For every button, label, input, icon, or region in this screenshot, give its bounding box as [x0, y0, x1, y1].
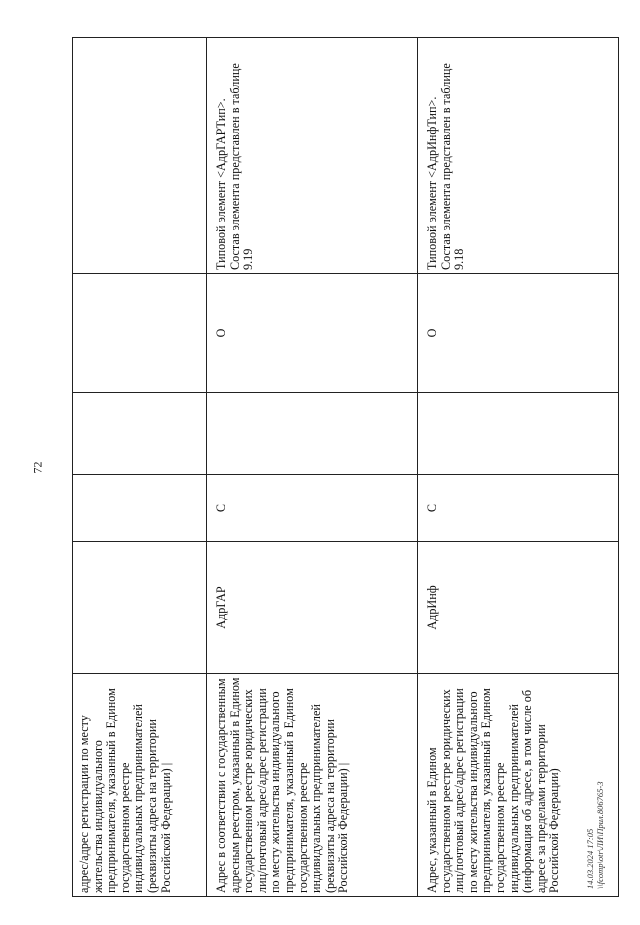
element-additional-cell: Типовой элемент <АдрГАРТип>. Состав элемента представлен в таблице 9.19: [207, 38, 418, 274]
element-required-cell: О: [418, 274, 619, 393]
element-format-cell: [73, 393, 207, 475]
file-stamp: [585, 782, 605, 889]
table-row: [73, 38, 207, 897]
element-required-cell: [73, 274, 207, 393]
element-additional-cell: Типовой элемент <АдрИнфТип>. Состав элемента представлен в таблице 9.18: [418, 38, 619, 274]
element-additional-cell: [73, 38, 207, 274]
element-code-cell: АдрИнф: [418, 542, 619, 674]
table-row: [418, 38, 619, 897]
element-required-cell: О: [207, 274, 418, 393]
element-name-cell: Адрес в соответствии с государственным адресным реестром, указанный в Едином государственном реестре юридических лиц/почтовый адрес/адрес регистрации по месту жительства индивидуального предпринимателя, указанный в Едином государственном реестре индивидуальных предпринимателей (реквизиты адреса на территории Российской Федерации) |: [207, 674, 418, 897]
element-type-cell: С: [418, 475, 619, 542]
page-number: 72: [30, 461, 45, 474]
stamp-path: \\fcomp\otr\ЛИ\Прил.806765-3: [595, 781, 605, 889]
element-code-cell: АдрГАР: [207, 542, 418, 674]
element-format-cell: [418, 393, 619, 475]
element-name-cell: Адрес, указанный в Едином государственном реестре юридических лиц/почтовый адрес/адрес регистрации по месту жительства индивидуального предпринимателя, указанный в Едином государственном реестре индивидуальных предпринимателей (информация об адресе, в том числе об адресе за пределами территории Российской Федерации): [418, 674, 619, 897]
element-format-cell: [207, 393, 418, 475]
table-row: [207, 38, 418, 897]
element-code-cell: [73, 542, 207, 674]
element-type-cell: С: [207, 475, 418, 542]
stamp-date: 14.03.2024 17:05: [585, 828, 595, 889]
element-type-cell: [73, 475, 207, 542]
element-table: [72, 37, 619, 897]
element-name-cell: адрес/адрес регистрации по месту жительства индивидуального предпринимателя, указанный в Едином государственном реестре индивидуальных предпринимателей (реквизиты адреса на территории Российской Федерации) |: [73, 674, 207, 897]
